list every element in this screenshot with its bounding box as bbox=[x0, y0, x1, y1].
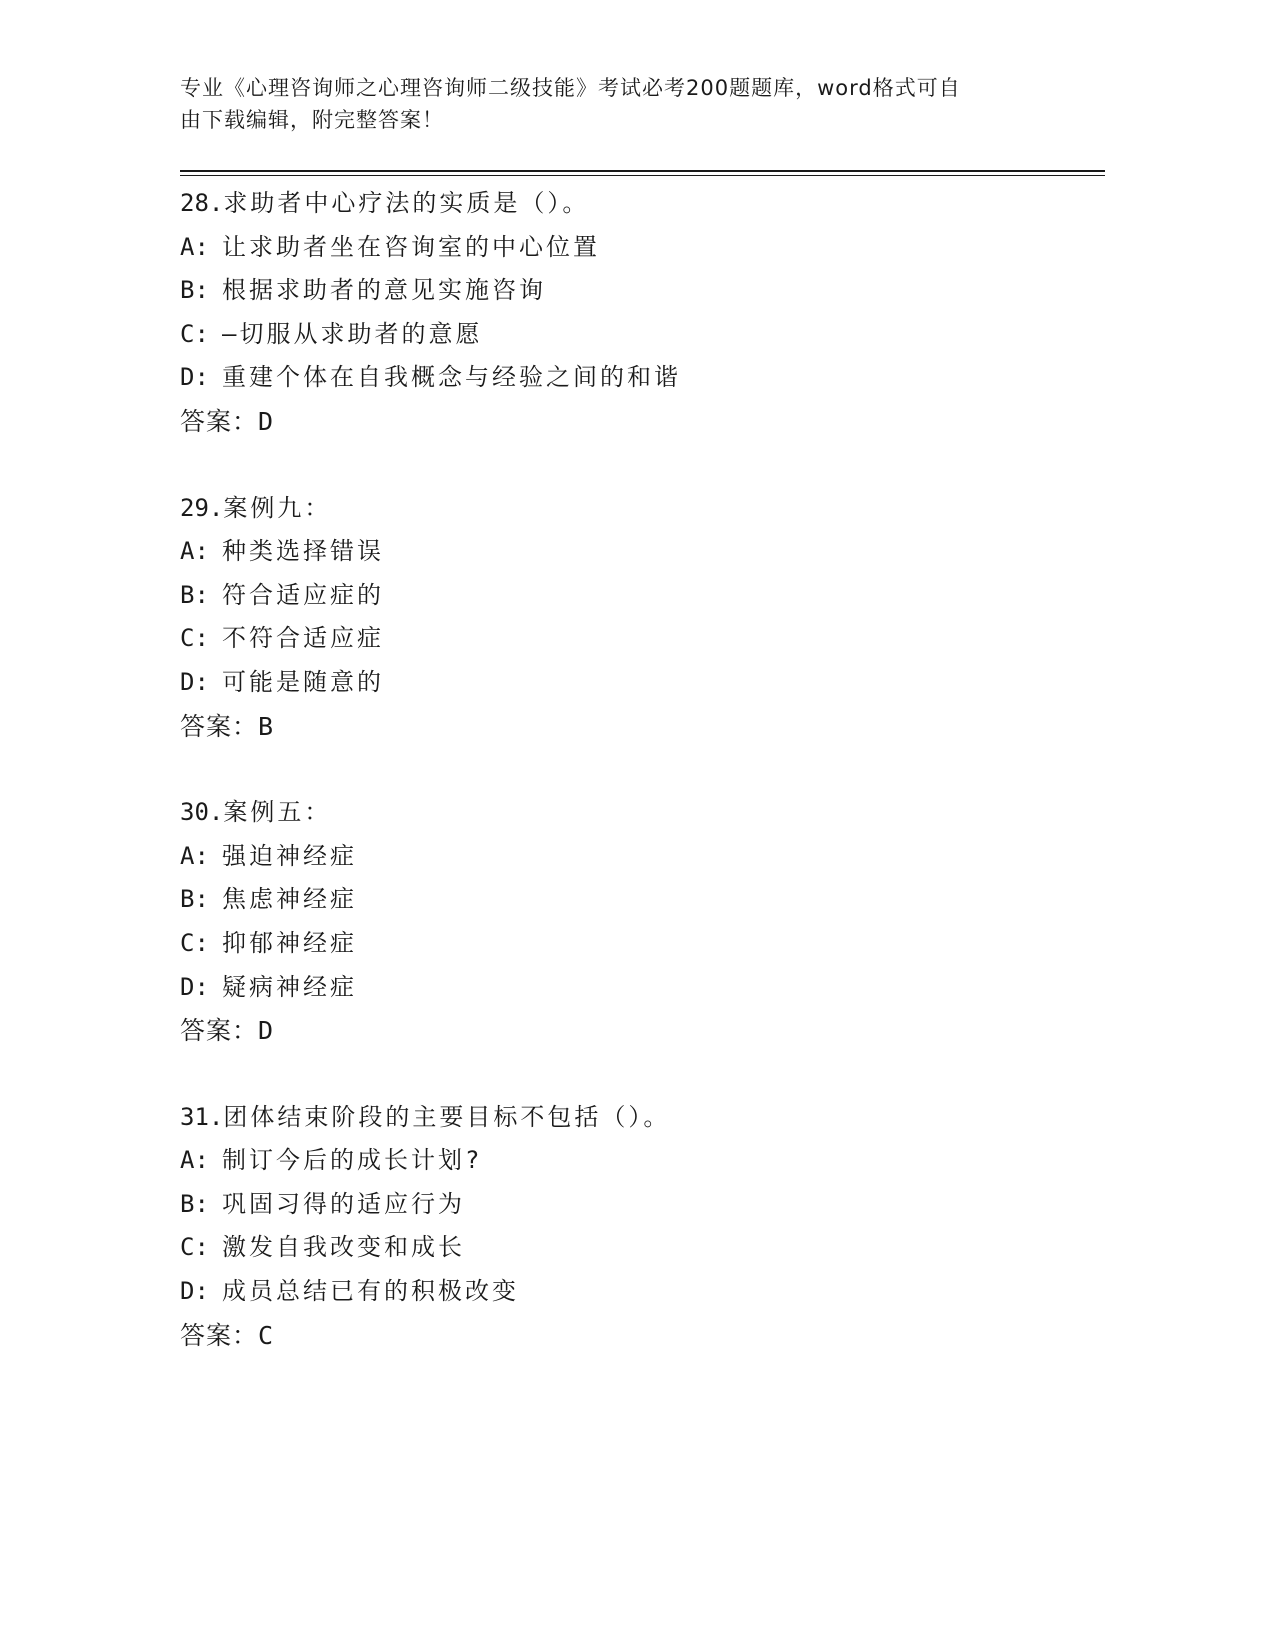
option-d bbox=[180, 1270, 1105, 1314]
option-letter: D: bbox=[180, 667, 209, 696]
header-divider-thin bbox=[180, 175, 1105, 176]
header-line-2: 由下载编辑，附完整答案！ bbox=[180, 108, 444, 132]
option-text: 重建个体在自我概念与经验之间的和谐 bbox=[222, 363, 681, 392]
option-text: 疑病神经症 bbox=[222, 972, 357, 1001]
answer-line bbox=[180, 1009, 1105, 1053]
answer-label: 答案： bbox=[180, 406, 259, 436]
option-text: 根据求助者的意见实施咨询 bbox=[222, 276, 546, 305]
question-text: 求助者中心疗法的实质是（）。 bbox=[223, 189, 590, 217]
question-stem bbox=[180, 487, 1105, 531]
question-stem bbox=[180, 182, 1105, 226]
answer-value: D bbox=[258, 1016, 275, 1046]
answer-line bbox=[180, 1314, 1105, 1358]
option-letter: A: bbox=[180, 537, 209, 566]
option-a bbox=[180, 530, 1105, 574]
option-letter: A: bbox=[180, 1146, 209, 1175]
option-text: 强迫神经症 bbox=[222, 841, 357, 870]
question-number: 30. bbox=[180, 798, 224, 827]
option-text: 符合适应症的 bbox=[222, 580, 384, 609]
answer-line bbox=[180, 705, 1105, 749]
question-list bbox=[180, 182, 1105, 1400]
option-b bbox=[180, 574, 1105, 618]
option-text: 可能是随意的 bbox=[222, 667, 384, 696]
option-c bbox=[180, 617, 1105, 661]
option-letter: D: bbox=[180, 363, 209, 392]
answer-value: B bbox=[258, 711, 275, 741]
option-a bbox=[180, 226, 1105, 270]
option-letter: B: bbox=[180, 885, 209, 914]
option-d bbox=[180, 966, 1105, 1010]
option-text: —切服从求助者的意愿 bbox=[222, 319, 483, 348]
option-b bbox=[180, 1183, 1105, 1227]
header-line-1: 专业《心理咨询师之心理咨询师二级技能》考试必考200题题库，word格式可自 bbox=[180, 76, 961, 100]
option-c bbox=[180, 922, 1105, 966]
option-text: 种类选择错误 bbox=[222, 537, 384, 566]
option-letter: B: bbox=[180, 1189, 209, 1218]
option-a bbox=[180, 1139, 1105, 1183]
option-text: 不符合适应症 bbox=[222, 624, 384, 653]
option-letter: C: bbox=[180, 624, 209, 653]
option-a bbox=[180, 835, 1105, 879]
option-text: 巩固习得的适应行为 bbox=[222, 1189, 465, 1218]
option-d bbox=[180, 661, 1105, 705]
question-31 bbox=[180, 1096, 1105, 1358]
question-text: 案例五： bbox=[223, 798, 332, 827]
option-letter: B: bbox=[180, 276, 209, 305]
option-text: 成员总结已有的积极改变 bbox=[222, 1277, 519, 1306]
answer-value: C bbox=[258, 1320, 275, 1350]
option-text: 激发自我改变和成长 bbox=[222, 1233, 465, 1262]
header-divider-thick bbox=[180, 170, 1105, 172]
question-text: 案例九： bbox=[223, 493, 332, 522]
question-number: 28. bbox=[180, 189, 224, 217]
answer-label: 答案： bbox=[180, 711, 259, 741]
option-letter: A: bbox=[180, 232, 209, 261]
question-number: 29. bbox=[180, 493, 224, 522]
option-letter: D: bbox=[180, 972, 209, 1001]
option-b bbox=[180, 269, 1105, 313]
option-letter: B: bbox=[180, 580, 209, 609]
option-letter: A: bbox=[180, 841, 209, 870]
option-b bbox=[180, 878, 1105, 922]
answer-label: 答案： bbox=[180, 1320, 259, 1350]
question-28 bbox=[180, 182, 1105, 444]
option-text: 制订今后的成长计划? bbox=[222, 1146, 483, 1175]
question-text: 团体结束阶段的主要目标不包括（）。 bbox=[223, 1102, 671, 1131]
answer-value: D bbox=[258, 406, 275, 436]
option-text: 抑郁神经症 bbox=[222, 928, 357, 957]
question-stem bbox=[180, 791, 1105, 835]
option-d bbox=[180, 356, 1105, 400]
option-c bbox=[180, 1226, 1105, 1270]
question-number: 31. bbox=[180, 1102, 224, 1131]
option-letter: C: bbox=[180, 1233, 209, 1262]
option-letter: C: bbox=[180, 928, 209, 957]
answer-label: 答案： bbox=[180, 1016, 259, 1046]
question-30 bbox=[180, 791, 1105, 1053]
option-text: 让求助者坐在咨询室的中心位置 bbox=[222, 232, 600, 261]
option-c bbox=[180, 313, 1105, 357]
question-29 bbox=[180, 487, 1105, 749]
option-letter: D: bbox=[180, 1277, 209, 1306]
question-stem bbox=[180, 1096, 1105, 1140]
answer-line bbox=[180, 400, 1105, 444]
option-letter: C: bbox=[180, 319, 209, 348]
option-text: 焦虑神经症 bbox=[222, 885, 357, 914]
document-header bbox=[180, 72, 1080, 136]
